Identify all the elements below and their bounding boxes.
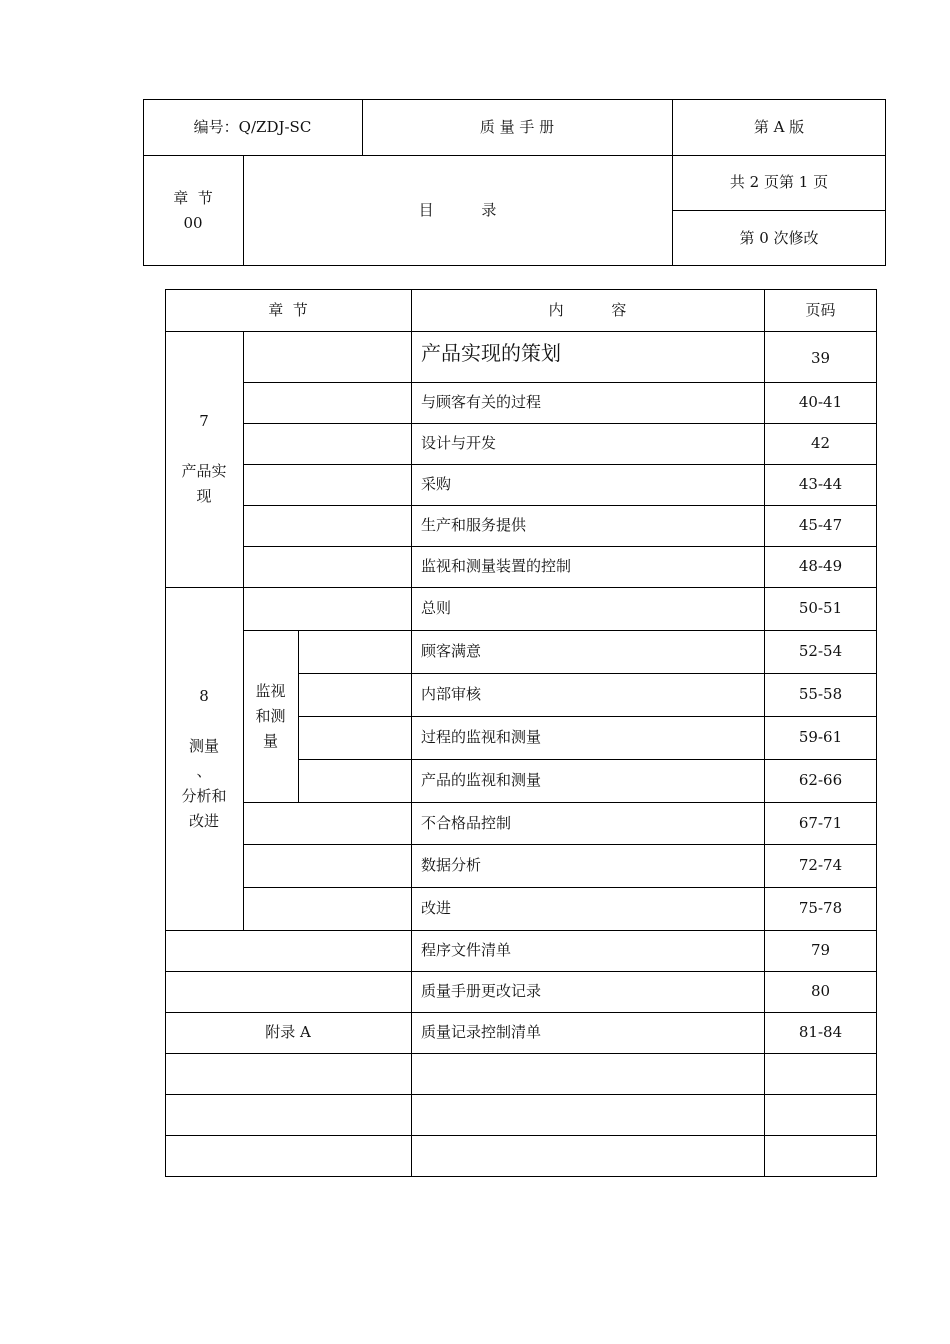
chapter-7-number: 7	[199, 412, 209, 430]
toc-page: 42	[810, 434, 831, 452]
section-title: 目 录	[418, 201, 497, 219]
toc-entry[interactable]: 与顾客有关的过程	[421, 393, 542, 411]
chapter-8-label: 8 测量 、 分析和 改进	[165, 587, 243, 930]
toc-page: 67-71	[798, 813, 843, 832]
toc-entry[interactable]: 改进	[421, 899, 452, 917]
col-header-chapter: 章 节	[268, 300, 308, 319]
chapter-8-number: 8	[199, 686, 209, 705]
chapter-number: 00	[183, 213, 203, 232]
toc-entry[interactable]: 不合格品控制	[421, 813, 512, 832]
toc-entry[interactable]: 质量记录控制清单	[421, 1023, 542, 1041]
toc-page: 52-54	[798, 642, 843, 660]
col-header-page: 页码	[805, 300, 836, 319]
toc-chapter-cell	[165, 971, 411, 1012]
toc-entry[interactable]: 产品的监视和测量	[421, 771, 542, 789]
toc-chapter-cell	[165, 930, 411, 971]
empty-row	[165, 1135, 877, 1177]
toc-entry[interactable]: 程序文件清单	[421, 941, 512, 959]
col-header-content: 内 容	[548, 300, 627, 319]
toc-page: 43-44	[798, 475, 843, 493]
toc-entry[interactable]: 过程的监视和测量	[421, 728, 542, 746]
toc-entry[interactable]: 生产和服务提供	[421, 516, 527, 534]
empty-row	[165, 1053, 877, 1094]
revision: 第 0 次修改	[739, 228, 819, 247]
toc-entry[interactable]: 质量手册更改记录	[421, 982, 542, 1000]
appendix-a-label: 附录 A	[265, 1023, 311, 1041]
toc-page: 39	[810, 349, 831, 367]
chapter-label: 章 节	[173, 188, 213, 207]
toc-entry[interactable]: 数据分析	[421, 856, 482, 874]
toc-page: 45-47	[798, 516, 843, 534]
toc-page: 75-78	[798, 899, 843, 917]
toc-page: 79	[810, 941, 831, 959]
toc-page: 80	[810, 982, 831, 1000]
toc-page: 72-74	[798, 856, 843, 874]
toc-page: 59-61	[798, 728, 843, 746]
empty-row	[165, 1094, 877, 1135]
toc-entry[interactable]: 采购	[421, 475, 452, 493]
toc-entry[interactable]: 顾客满意	[421, 642, 482, 660]
toc-page: 48-49	[798, 557, 843, 575]
chapter-7-title: 产品实	[181, 462, 227, 480]
toc-page: 62-66	[798, 771, 843, 789]
doc-number: 编号：Q/ZDJ-SC	[193, 118, 312, 136]
toc-entry[interactable]: 设计与开发	[421, 434, 497, 452]
subgroup-monitoring-label: 监视 和测 量	[255, 681, 286, 750]
toc-entry[interactable]: 监视和测量装置的控制	[421, 557, 572, 575]
edition: 第 A 版	[753, 118, 805, 136]
toc-page: 40-41	[798, 393, 843, 411]
toc-page: 50-51	[798, 599, 843, 617]
chapter-7-label: 7 产品实 现	[165, 331, 243, 587]
toc-page: 81-84	[798, 1023, 843, 1041]
chapter-8-title: 测量	[188, 736, 219, 755]
manual-title: 质 量 手 册	[479, 118, 555, 136]
toc-entry[interactable]: 总则	[421, 599, 452, 617]
chapter-block	[143, 155, 243, 266]
toc-page: 55-58	[798, 685, 843, 703]
page-info: 共 2 页第 1 页	[729, 173, 829, 191]
toc-entry[interactable]: 产品实现的策划	[421, 341, 561, 365]
toc-entry[interactable]: 内部审核	[421, 685, 482, 703]
